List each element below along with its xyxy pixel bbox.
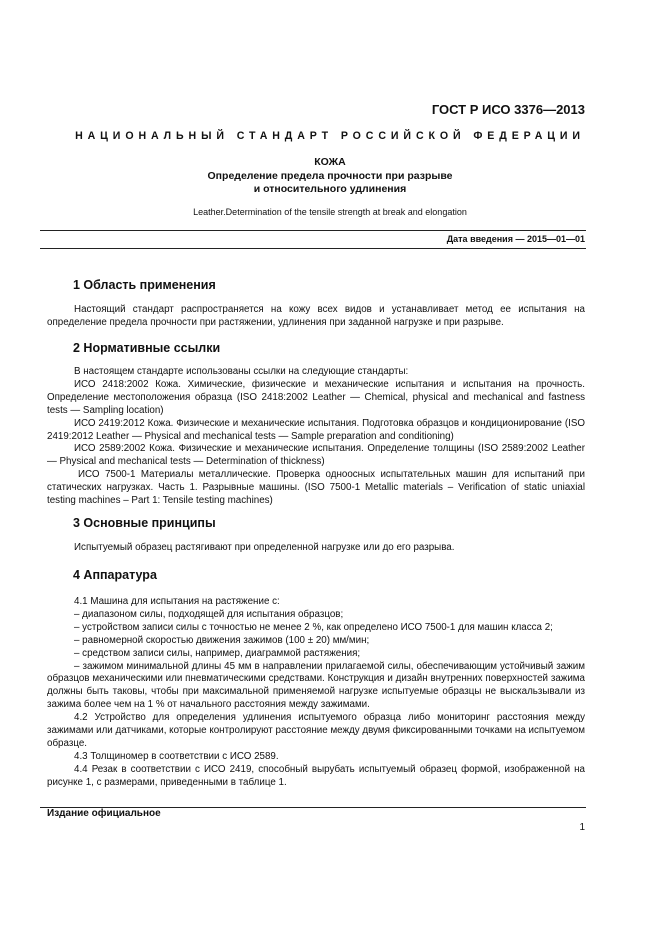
title-english: Leather.Determination of the tensile strength at break and elongation	[193, 207, 467, 217]
reference-iso-2589: ИСО 2589:2002 Кожа. Физические и механические испытания. Определение толщины (ISO 2589:2002 Leather — Physical and mechanical tests — Determination of thickness)	[47, 443, 585, 468]
section-1-heading: 1 Область применения	[73, 278, 216, 292]
title-line-2: Определение предела прочности при разрыве	[207, 169, 453, 182]
section-1-text: Настоящий стандарт распространяется на кожу всех видов и устанавливает метод ее испытания на определение предела прочности при растяжении, удлинения при заданной нагрузке и при разрыве.	[47, 304, 585, 328]
clause-4-1-item-2: – устройством записи силы с точностью не менее 2 %, как определено ИСО 7500-1 для машин класса 2;	[74, 621, 553, 633]
section-4-body	[47, 596, 585, 790]
clause-4-2: 4.2 Устройство для определения удлинения испытуемого образца либо мониторинг расстояния между зажимами или датчиками, которые контролируют расстояние между двумя фиксированными точками на испытуемом образце.	[47, 712, 585, 749]
page-number: 1	[579, 822, 585, 833]
title-line-1: КОЖА	[314, 156, 346, 168]
section-1-body	[47, 304, 585, 330]
reference-iso-7500-1: ИСО 7500-1 Материалы металлические. Проверка одноосных испытательных машин для испытаний при статических нагрузках. Часть 1. Разрывные машины. (ISO 7500-1 Metallic materials – Verification of static uniaxial testing machines – Part 1: Tensile testing machines)	[47, 469, 585, 507]
date-divider	[40, 248, 586, 249]
reference-iso-2418: ИСО 2418:2002 Кожа. Химические, физические и механические испытания и испытания на прочность. Определение местоположения образца (ISO 2418:2002 Leather — Chemical, physical and mechanical and fastness tests — Sampling location)	[47, 378, 585, 416]
section-3-heading: 3 Основные принципы	[73, 516, 216, 530]
section-3-body	[47, 542, 585, 555]
section-2-heading: 2 Нормативные ссылки	[73, 341, 221, 355]
clause-4-4: 4.4 Резак в соответствии с ИСО 2419, способный вырубать испытуемый образец формой, изображенной на рисунке 1, с размерами, приведенными в таблице 1.	[47, 763, 585, 788]
effective-date: Дата введения — 2015—01—01	[446, 234, 585, 244]
top-divider	[40, 230, 586, 231]
clause-4-1-item-1: – диапазоном силы, подходящей для испытания образцов;	[74, 608, 344, 620]
clause-4-3: 4.3 Толщиномер в соответствии с ИСО 2589.	[74, 750, 279, 762]
section-3-text: Испытуемый образец растягивают при определенной нагрузке или до его разрыва.	[74, 542, 455, 553]
national-standard-banner: НАЦИОНАЛЬНЫЙ СТАНДАРТ РОССИЙСКОЙ ФЕДЕРАЦИИ	[75, 130, 585, 142]
section-4-heading: 4 Аппаратура	[73, 568, 157, 582]
clause-4-1: 4.1 Машина для испытания на растяжение с:	[74, 596, 280, 607]
clause-4-1-item-4: – средством записи силы, например, диаграммой растяжения;	[74, 647, 361, 659]
official-edition-label: Издание официальное	[47, 808, 161, 819]
clause-4-1-item-5: – зажимом минимальной длины 45 мм в направлении прилагаемой силы, обеспечивающим устойчивый зажим образцов механическими или пневматическими средствами. Конструкция и дизайн внутренних поверхностей зажима должны быть таковы, чтобы при максимальной применяемой нагрузке испытуемые образцы не выскальзывали из зажима более чем на 1 % от начального расстояния между зажимами.	[47, 660, 585, 711]
document-title	[80, 156, 580, 197]
title-line-3: и относительного удлинения	[253, 183, 407, 195]
references-intro: В настоящем стандарте использованы ссылки на следующие стандарты:	[74, 366, 409, 377]
clause-4-1-item-3: – равномерной скоростью движения зажимов (100 ± 20) мм/мин;	[74, 634, 370, 646]
section-2-body	[47, 366, 585, 508]
reference-iso-2419: ИСО 2419:2012 Кожа. Физические и механические испытания. Подготовка образцов и кондиционирование (ISO 2419:2012 Leather — Physical and mechanical tests — Sample preparation and conditioning)	[47, 417, 585, 442]
standard-code: ГОСТ Р ИСО 3376—2013	[431, 102, 585, 117]
